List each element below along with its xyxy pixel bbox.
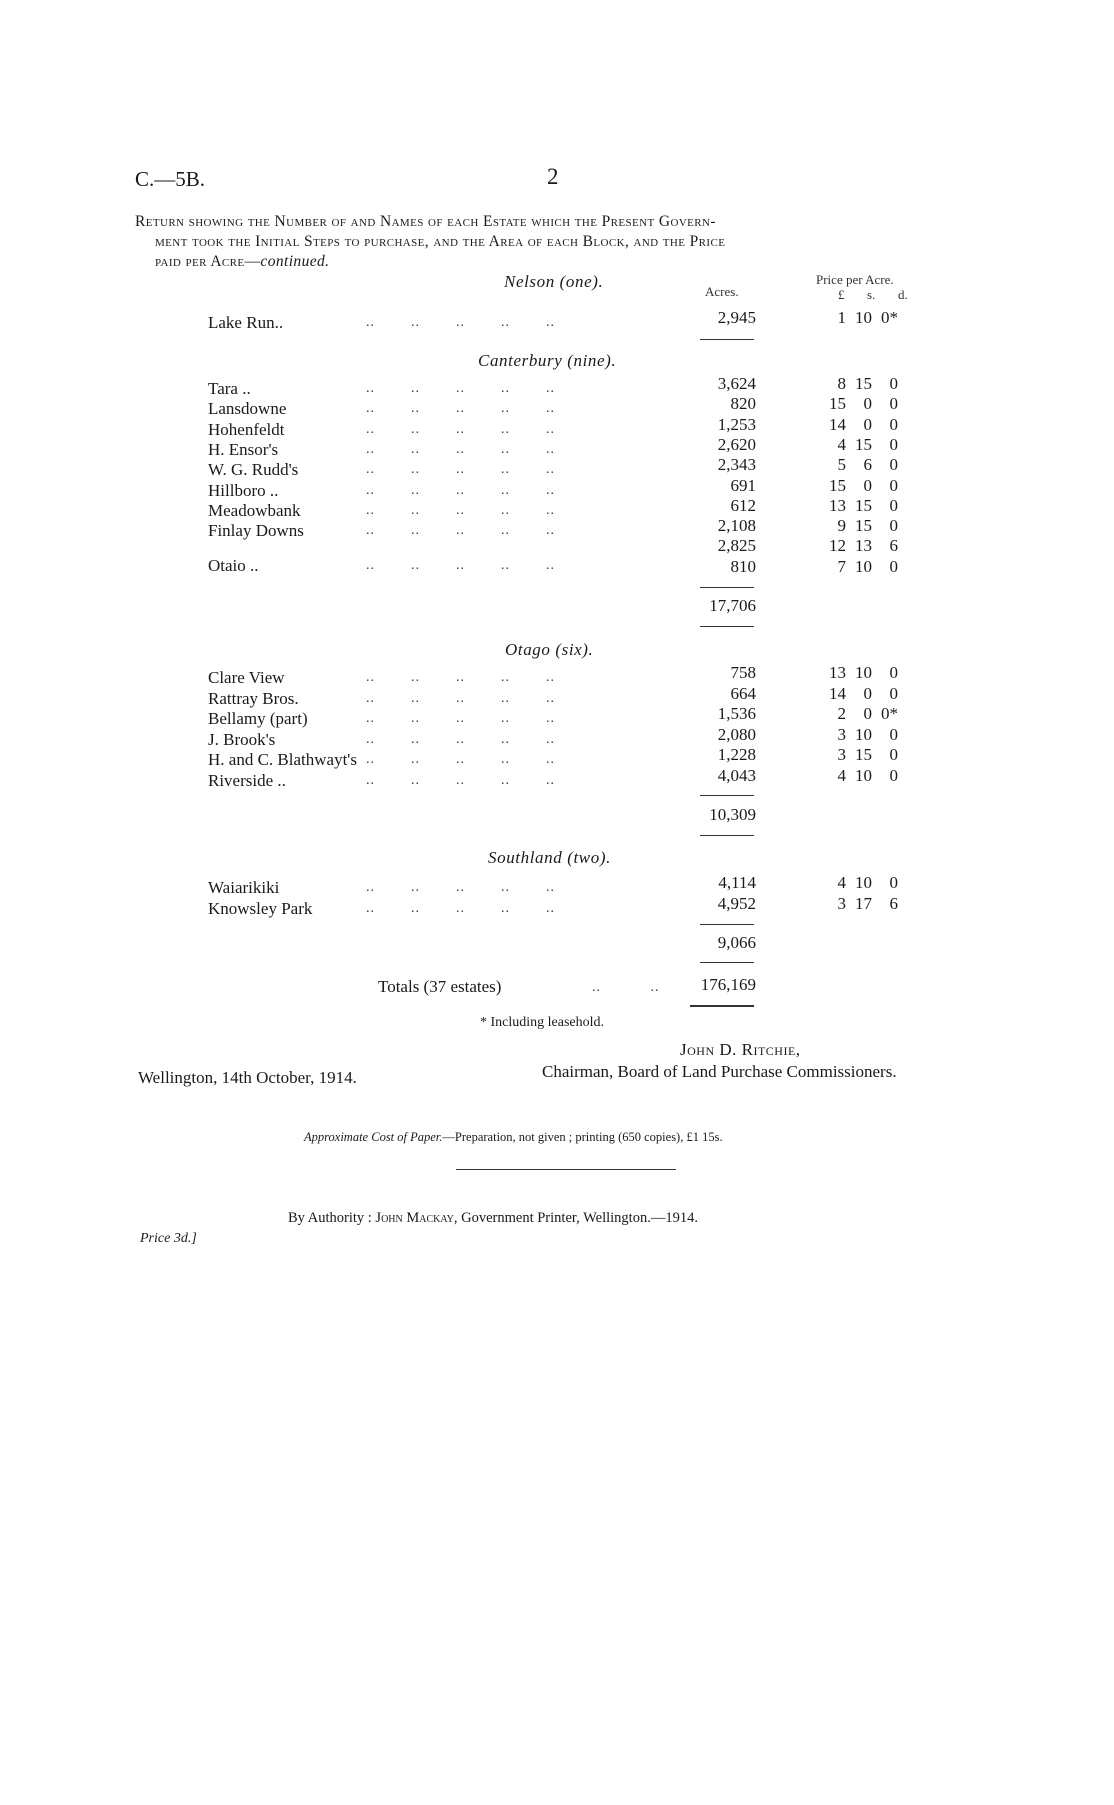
estate-acres: 4,952	[717, 893, 756, 913]
estate-name: Otaio ..	[208, 556, 259, 575]
estate-price: 15 0 0	[829, 394, 898, 414]
column-header-pounds: £	[838, 287, 845, 302]
estate-price: 2 0 0*	[837, 704, 898, 723]
estate-acres: 758	[730, 663, 756, 682]
southland-total: 9,066	[717, 933, 756, 952]
estate-name: Knowsley Park	[208, 898, 313, 918]
section-heading-nelson: Nelson (one).	[504, 272, 604, 291]
estate-acres: 2,343	[717, 455, 756, 475]
totals-value: 176,169	[700, 975, 756, 994]
estate-acres: 2,108	[717, 516, 756, 536]
column-header-acres: Acres.	[705, 284, 739, 299]
otago-total: 10,309	[709, 805, 756, 824]
estate-acres: 4,043	[717, 765, 756, 785]
canterbury-total: 17,706	[709, 596, 756, 615]
estate-name: Clare View	[208, 668, 285, 687]
estate-acres: 1,253	[717, 414, 756, 434]
estate-name: H. and C. Blathwayt's	[208, 750, 357, 769]
estate-price: 13 10 0	[829, 663, 898, 682]
leader-dots: .. .. .. .. ..	[366, 900, 555, 916]
price-note: Price 3d.]	[140, 1231, 197, 1246]
estate-name: Bellamy (part)	[208, 709, 308, 728]
estate-price: 15 0 0	[829, 475, 898, 495]
leader-dots: .. .. .. .. ..	[366, 462, 555, 478]
leader-dots: .. .. .. .. ..	[366, 315, 555, 330]
estate-name: Rattray Bros.	[208, 688, 299, 708]
rule	[456, 1169, 676, 1170]
place-date: Wellington, 14th October, 1914.	[138, 1068, 357, 1087]
title-line-3-main: paid per Acre—	[155, 253, 261, 270]
column-header-price: Price per Acre.	[816, 272, 894, 287]
section-heading-southland: Southland (two).	[488, 848, 611, 867]
estate-price: 3 10 0	[837, 724, 898, 744]
estate-name: Tara ..	[208, 379, 251, 398]
estate-price: 7 10 0	[837, 556, 898, 576]
estate-acres: 2,825	[717, 536, 756, 556]
estate-acres: 1,536	[717, 704, 756, 723]
rule	[690, 1005, 754, 1007]
estate-acres: 820	[730, 394, 756, 414]
estate-name: J. Brook's	[208, 729, 276, 749]
leader-dots: .. ..	[592, 980, 660, 995]
leader-dots: .. .. .. .. ..	[366, 558, 555, 573]
estate-name: Finlay Downs	[208, 521, 304, 541]
estate-acres: 612	[730, 495, 756, 515]
estate-acres: 664	[730, 683, 756, 703]
estate-price: 9 15 0	[837, 516, 898, 536]
estate-acres: 2,620	[717, 434, 756, 454]
leader-dots: .. .. .. .. ..	[366, 752, 555, 767]
leader-dots: .. .. .. .. ..	[366, 731, 555, 747]
estate-name: Hohenfeldt	[208, 419, 285, 439]
estate-name: Hillboro ..	[208, 480, 279, 500]
footnote: * Including leasehold.	[480, 1015, 605, 1030]
leader-dots: .. .. .. .. ..	[366, 421, 555, 437]
page-number: 2	[547, 164, 559, 189]
estate-price: 1 10 0*	[837, 308, 898, 327]
leader-dots: .. .. .. .. ..	[366, 482, 555, 498]
title-continued: continued.	[260, 253, 330, 270]
leader-dots: .. .. .. .. ..	[366, 690, 555, 706]
estate-name: Lake Run..	[208, 313, 284, 332]
estate-price: 12 13 6	[829, 536, 898, 556]
document-reference: C.—5B.	[135, 167, 206, 191]
estate-price: 5 6 0	[837, 455, 898, 475]
estate-acres: 2,080	[717, 724, 756, 744]
cost-of-paper: Approximate Cost of Paper.—Preparation, not given ; printing (650 copies), £1 15s.	[304, 1130, 723, 1144]
rule	[700, 587, 754, 588]
leader-dots: .. .. .. .. ..	[366, 772, 555, 788]
estate-name: Meadowbank	[208, 500, 301, 520]
rule	[700, 962, 754, 963]
leader-dots: .. .. .. .. ..	[366, 670, 555, 685]
rule	[700, 924, 754, 925]
estate-acres: 1,228	[717, 745, 756, 764]
estate-price: 3 15 0	[837, 745, 898, 764]
leader-dots: .. .. .. .. ..	[366, 711, 555, 726]
estate-name: W. G. Rudd's	[208, 460, 299, 480]
totals-label: Totals (37 estates)	[378, 977, 502, 996]
estate-acres: 3,624	[717, 374, 756, 393]
estate-price: 8 15 0	[837, 374, 898, 393]
estate-name: Waiarikiki	[208, 878, 280, 897]
leader-dots: .. .. .. .. ..	[366, 880, 555, 895]
estate-price: 3 17 6	[837, 893, 898, 913]
estate-price: 4 10 0	[837, 765, 898, 785]
signatory-name: John D. Ritchie,	[680, 1040, 801, 1059]
title-line-2: ment took the Initial Steps to purchase, and the Area of each Block, and the Price	[155, 233, 726, 250]
leader-dots: .. .. .. .. ..	[366, 401, 555, 417]
rule	[700, 835, 754, 836]
estate-acres: 810	[730, 556, 756, 576]
estate-acres: 2,945	[717, 308, 756, 327]
estate-acres: 691	[730, 475, 756, 495]
estate-price: 4 10 0	[837, 873, 898, 892]
title-line-3	[155, 253, 1000, 271]
estate-price: 14 0 0	[829, 414, 898, 434]
signatory-title: Chairman, Board of Land Purchase Commissioners.	[542, 1062, 897, 1081]
leader-dots: .. .. .. .. ..	[366, 523, 555, 539]
section-heading-canterbury: Canterbury (nine).	[478, 351, 617, 370]
leader-dots: .. .. .. .. ..	[366, 502, 555, 518]
estate-price: 14 0 0	[829, 683, 898, 703]
section-heading-otago: Otago (six).	[505, 640, 594, 659]
rule	[700, 795, 754, 796]
estate-name: Riverside ..	[208, 770, 286, 790]
estate-acres: 4,114	[718, 873, 756, 892]
estate-price: 13 15 0	[829, 495, 898, 515]
estate-name: Lansdowne	[208, 399, 287, 419]
title-line-1: Return showing the Number of and Names of each Estate which the Present Govern-	[135, 213, 716, 230]
leader-dots: .. .. .. .. ..	[366, 441, 555, 457]
column-header-pence: d.	[898, 287, 908, 302]
leader-dots: .. .. .. .. ..	[366, 381, 555, 396]
estate-name: H. Ensor's	[208, 439, 279, 459]
authority-line: By Authority : John Mackay, Government Printer, Wellington.—1914.	[288, 1210, 698, 1226]
rule	[700, 626, 754, 627]
rule	[700, 339, 754, 340]
estate-price: 4 15 0	[837, 434, 898, 454]
column-header-shillings: s.	[867, 287, 876, 302]
